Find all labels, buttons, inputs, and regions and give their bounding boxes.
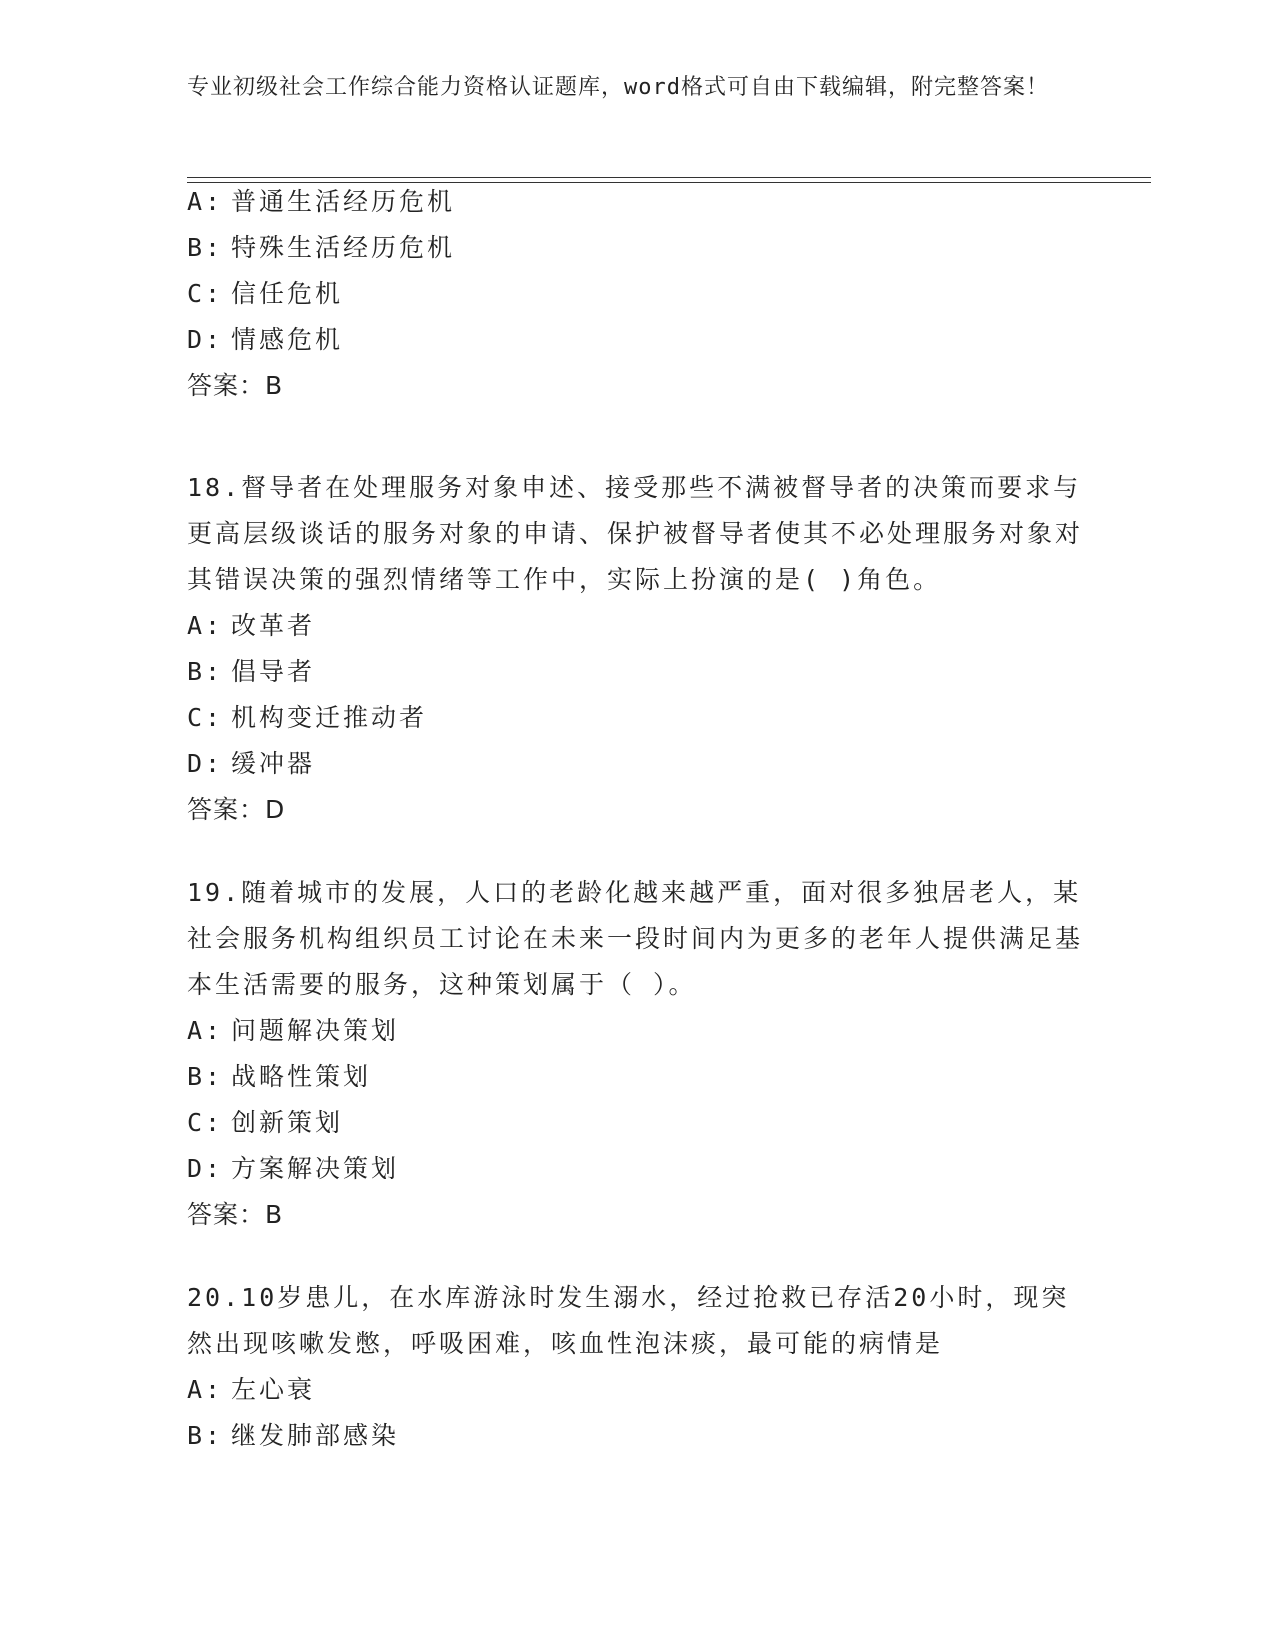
question-18 [187,465,1087,833]
question-stem: 19.随着城市的发展，人口的老龄化越来越严重，面对很多独居老人，某社会服务机构组织员工讨论在未来一段时间内为更多的老年人提供满足基本生活需要的服务，这种策划属于（ ）。 [187,878,1084,999]
option-b: B: 战略性策划 [187,1062,372,1091]
answer-label: 答案：B [187,1200,284,1229]
option-d: D: 情感危机 [187,325,344,354]
option-d: D: 方案解决策划 [187,1154,400,1183]
option-c: C: 机构变迁推动者 [187,703,428,732]
document-header: 专业初级社会工作综合能力资格认证题库，word格式可自由下载编辑，附完整答案！ [187,75,1049,100]
answer-label: 答案：D [187,795,286,824]
option-b: B: 特殊生活经历危机 [187,233,456,262]
option-a: A: 问题解决策划 [187,1016,400,1045]
option-a: A: 改革者 [187,611,316,640]
option-d: D: 缓冲器 [187,749,316,778]
option-c: C: 信任危机 [187,279,344,308]
option-b: B: 倡导者 [187,657,316,686]
question-20 [187,1275,1087,1459]
header-divider-top [187,177,1151,178]
option-a: A: 左心衰 [187,1375,316,1404]
answer-label: 答案：B [187,371,284,400]
question-17 [187,179,1087,409]
question-stem: 20.10岁患儿，在水库游泳时发生溺水，经过抢救已存活20小时，现突然出现咳嗽发憋，呼吸困难，咳血性泡沫痰，最可能的病情是 [187,1283,1070,1358]
question-19 [187,870,1087,1238]
option-a: A: 普通生活经历危机 [187,187,456,216]
option-b: B: 继发肺部感染 [187,1421,400,1450]
option-c: C: 创新策划 [187,1108,344,1137]
question-stem: 18.督导者在处理服务对象申述、接受那些不满被督导者的决策而要求与更高层级谈话的服务对象的申请、保护被督导者使其不必处理服务对象对其错误决策的强烈情绪等工作中，实际上扮演的是( )角色。 [187,473,1084,594]
